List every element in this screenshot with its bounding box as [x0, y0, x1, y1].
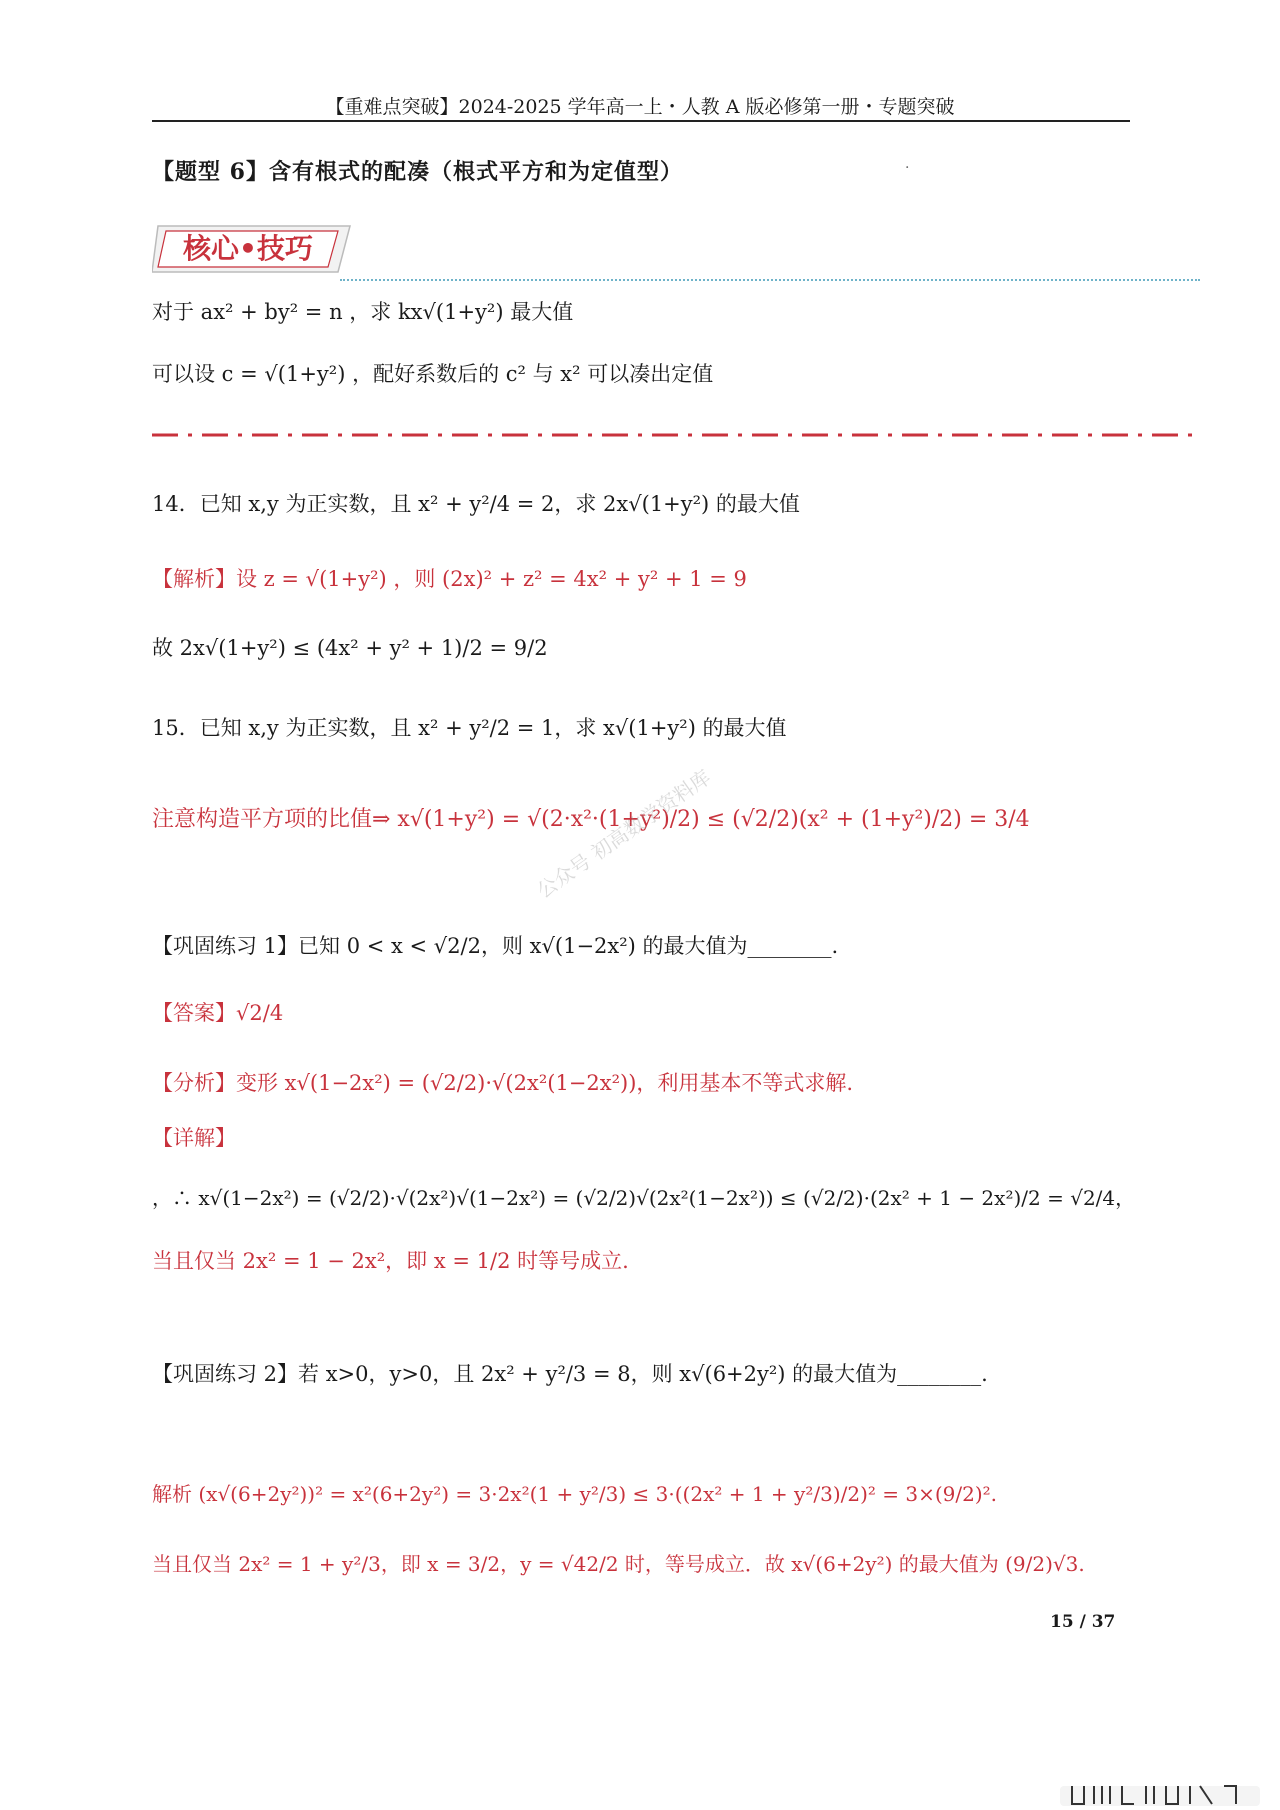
- badge-label: 核心•技巧: [183, 232, 313, 265]
- practice-2-analysis: 解析 (x√(6+2y²))² = x²(6+2y²) = 3·2x²(1 + y²/3) ≤ 3·((2x² + 1 + y²/3)/2)² = 3×(9/2)².: [152, 1482, 998, 1506]
- practice-1-detail-line: ，∴ x√(1−2x²) = (√2/2)·√(2x²)√(1−2x²) = (√2/2)√(2x²(1−2x²)) ≤ (√2/2)·(2x² + 1 − 2x²)/2 = √2/4，: [152, 1186, 1136, 1210]
- tip-line-2: 可以设 c = √(1+y²) ，配好系数后的 c² 与 x² 可以凑出定值: [152, 362, 714, 386]
- stray-dot: ·: [905, 160, 910, 176]
- practice-1-detail-label: 【详解】: [152, 1126, 236, 1150]
- watermark: 公众号 初高数学资料库: [532, 764, 716, 903]
- problem-15-solution: 注意构造平方项的比值⇒ x√(1+y²) = √(2·x²·(1+y²)/2) ≤ (√2/2)(x² + (1+y²)/2) = 3/4: [152, 807, 1030, 832]
- badge-underline: [340, 279, 1200, 281]
- dash-dot-separator: [152, 430, 1202, 440]
- page-number: 15 / 37: [1050, 1612, 1116, 1632]
- practice-1-answer: 【答案】√2/4: [152, 1001, 284, 1025]
- tip-line-1: 对于 ax² + by² = n ，求 kx√(1+y²) 最大值: [152, 300, 574, 324]
- practice-2-conclusion: 当且仅当 2x² = 1 + y²/3，即 x = 3/2，y = √42/2 时，等号成立．故 x√(6+2y²) 的最大值为 (9/2)√3.: [152, 1552, 1085, 1576]
- practice-1-equality: 当且仅当 2x² = 1 − 2x²，即 x = 1/2 时等号成立.: [152, 1249, 629, 1273]
- header-rule: [152, 120, 1130, 122]
- problem-15-stem: 15．已知 x,y 为正实数，且 x² + y²/2 = 1，求 x√(1+y²) 的最大值: [152, 716, 787, 740]
- core-skill-badge: [152, 222, 352, 276]
- problem-14-solution-2: 故 2x√(1+y²) ≤ (4x² + y² + 1)/2 = 9/2: [152, 636, 548, 660]
- problem-14-solution-1: 【解析】设 z = √(1+y²) ，则 (2x)² + z² = 4x² + y² + 1 = 9: [152, 567, 747, 591]
- practice-1-stem: 【巩固练习 1】已知 0 < x < √2/2，则 x√(1−2x²) 的最大值为________.: [152, 934, 839, 958]
- corner-marks: [1060, 1780, 1260, 1808]
- practice-1-analysis: 【分析】变形 x√(1−2x²) = (√2/2)·√(2x²(1−2x²))，利用基本不等式求解.: [152, 1071, 854, 1095]
- header-title: 【重难点突破】2024-2025 学年高一上・人教 A 版必修第一册・专题突破: [325, 96, 955, 118]
- practice-2-stem: 【巩固练习 2】若 x>0，y>0，且 2x² + y²/3 = 8，则 x√(6+2y²) 的最大值为________.: [152, 1362, 988, 1386]
- problem-14-stem: 14．已知 x,y 为正实数，且 x² + y²/4 = 2，求 2x√(1+y²) 的最大值: [152, 492, 800, 516]
- section-title: 【题型 6】含有根式的配凑（根式平方和为定值型）: [152, 159, 683, 185]
